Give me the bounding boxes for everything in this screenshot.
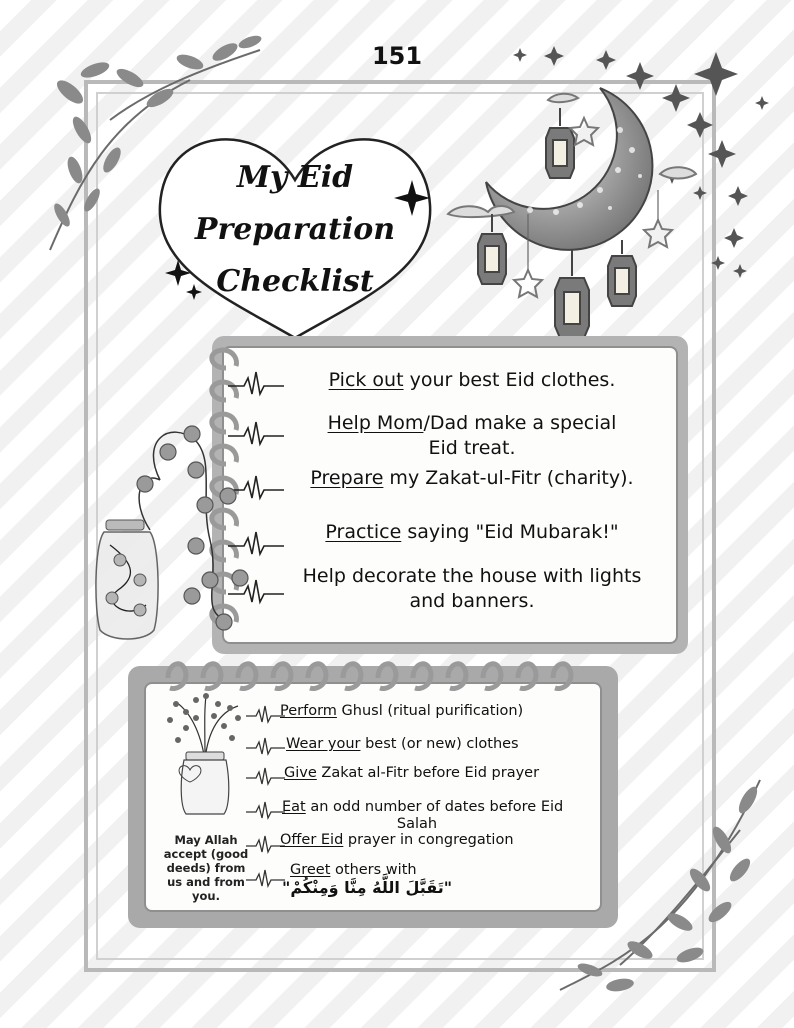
- item-1-text: your best Eid clothes.: [403, 369, 616, 391]
- sec-item-3-text: Zakat al-Fitr before Eid prayer: [316, 765, 540, 781]
- secondary-item-6: [282, 862, 610, 898]
- sec-item-3-underlined: Give: [284, 765, 317, 781]
- sec-item-6-arabic-greeting: "تَقَبَّلَ اللَّهُ مِنَّا وَمِنْكُمْ": [282, 878, 453, 897]
- page-number: 151: [371, 42, 423, 70]
- blessing-line-5: you.: [192, 889, 220, 903]
- sec-item-2-underlined: Wear your: [286, 736, 361, 752]
- item-5-text: Help decorate the house with lights: [302, 565, 642, 587]
- item-2-text-line-2: Eid treat.: [428, 437, 516, 459]
- item-2-text: /Dad make a special: [423, 412, 617, 434]
- sec-item-4-text-line-2: Salah: [396, 816, 438, 832]
- item-2-underlined: Help Mom: [327, 412, 424, 434]
- blessing-text: [150, 833, 262, 903]
- secondary-item-5: [280, 832, 600, 849]
- sec-item-1-underlined: Perform: [280, 703, 337, 719]
- secondary-item-2: [286, 736, 606, 753]
- blessing-line-1: May Allah: [174, 833, 238, 847]
- item-4-underlined: Practice: [325, 521, 402, 543]
- blessing-line-4: us and from: [167, 875, 245, 889]
- item-1-underlined: Pick out: [328, 369, 404, 391]
- item-3-underlined: Prepare: [310, 467, 384, 489]
- sec-item-6-text: others with: [330, 862, 417, 878]
- sec-item-6-underlined: Greet: [290, 862, 331, 878]
- sec-item-5-text: prayer in congregation: [343, 832, 514, 848]
- sec-item-5-underlined: Offer Eid: [280, 832, 344, 848]
- secondary-item-4: [282, 799, 602, 833]
- sec-item-2-text: best (or new) clothes: [360, 736, 519, 752]
- blessing-line-2: accept (good: [163, 847, 249, 861]
- blessing-line-3: deeds) from: [166, 861, 246, 875]
- title-line-2: Preparation: [194, 212, 396, 247]
- sec-item-4-underlined: Eat: [282, 799, 306, 815]
- item-3-text: my Zakat-ul-Fitr (charity).: [383, 467, 634, 489]
- item-5-text-line-2: and banners.: [409, 590, 535, 612]
- title-line-1: My Eid: [236, 160, 354, 195]
- title-line-3: Checklist: [216, 264, 374, 299]
- secondary-item-1: [280, 703, 600, 720]
- secondary-item-3: [284, 765, 604, 782]
- sec-item-1-text: Ghusl (ritual purification): [336, 703, 524, 719]
- sec-item-4-text: an odd number of dates before Eid: [305, 799, 564, 815]
- item-4-text: saying "Eid Mubarak!": [401, 521, 619, 543]
